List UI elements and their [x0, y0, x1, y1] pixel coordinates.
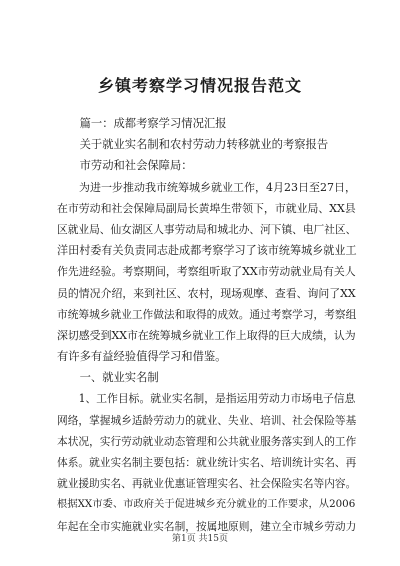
- body-line: 在市劳动和社会保障局副局长黄埠生带领下，市就业局、XX县: [57, 201, 356, 215]
- body-line: 区就业局、仙女湖区人事劳动局和城北办、河下镇、电厂社区、: [57, 222, 357, 236]
- body-line: 就业援助实名、再就业优惠证管理实名、社会保险实名等内容。: [57, 477, 357, 491]
- body-line: 一、就业实名制: [57, 371, 159, 385]
- body-line: 市统筹城乡就业工作做法和取得的成效。通过考察学习，考察组: [57, 307, 357, 321]
- body-line: 为进一步推动我市统筹城乡就业工作，4月23日至27日，: [57, 180, 356, 194]
- body-line: 市劳动和社会保障局：: [57, 159, 193, 173]
- document-title: 乡镇考察学习情况报告范文: [97, 76, 302, 95]
- body-line: 员的情况介绍，来到社区、农村，现场观摩、查看、询问了XX: [57, 286, 356, 300]
- body-line: 作先进经验。考察期间，考察组听取了XX市劳动就业局有关人: [57, 265, 356, 279]
- page-footer: 第1页 共15页: [171, 534, 229, 544]
- body-line: 根据XX市委、市政府关于促进城乡充分就业的工作要求，从2006: [57, 498, 356, 511]
- body-line: 关于就业实名制和农村劳动力转移就业的考察报告: [57, 138, 329, 152]
- body-line: 网络，掌握城乡适龄劳动力的就业、失业、培训、社会保险等基: [57, 413, 357, 427]
- body-line: 本状况，实行劳动就业动态管理和公共就业服务落实到人的工作: [57, 434, 357, 448]
- body-line: 深切感受到XX市在统筹城乡就业工作上取得的巨大成绩，认为: [57, 328, 356, 342]
- body-line: 1、工作目标。就业实名制，是指运用劳动力市场电子信息: [57, 392, 356, 406]
- body-line: 篇一：成都考察学习情况汇报: [57, 117, 227, 130]
- body-line: 有许多有益经验值得学习和借鉴。: [57, 350, 227, 364]
- document-body: [57, 113, 357, 537]
- body-line: 体系。就业实名制主要包括：就业统计实名、培训统计实名、再: [57, 456, 357, 469]
- body-line: 年起在全市实施就业实名制，按属地原则，建立全市城乡劳动力: [57, 519, 357, 533]
- body-line: 洋田村委有关负责同志赴成都考察学习了该市统筹城乡就业工: [57, 244, 357, 258]
